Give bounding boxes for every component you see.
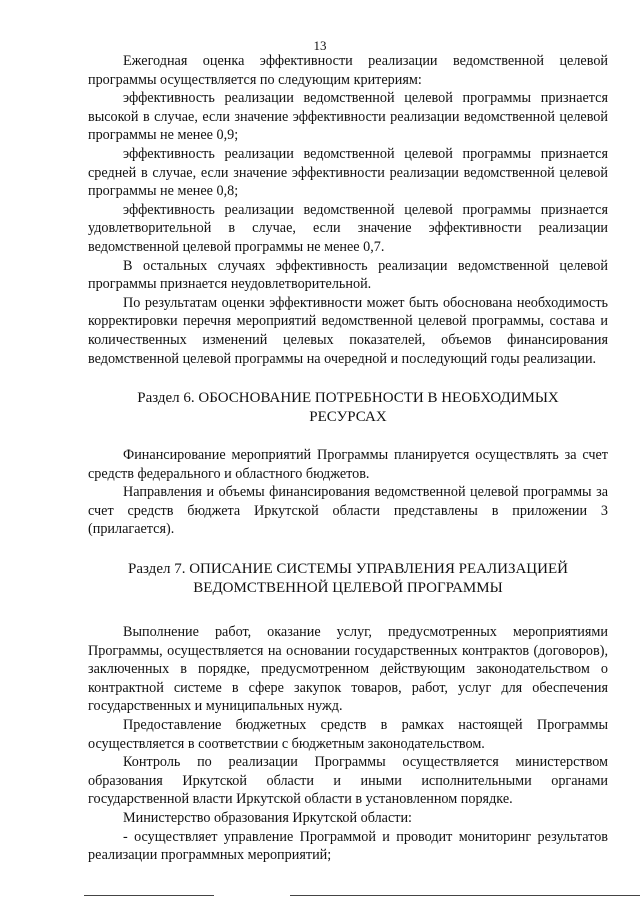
section-6-heading-line-2: РЕСУРСАХ: [309, 409, 387, 426]
section-7-heading-line-1: Раздел 7. ОПИСАНИЕ СИСТЕМЫ УПРАВЛЕНИЯ РЕАЛИЗАЦИЕЙ: [128, 561, 568, 578]
page-number: 13: [313, 38, 327, 53]
section-6-heading: [88, 389, 608, 427]
paragraph-criterion-medium: эффективность реализации ведомственной целевой программы признается средней в случае, если значение эффективности реализации ведомственной целевой программы не менее 0,8;: [88, 145, 608, 200]
paragraph-criterion-satisfactory: эффективность реализации ведомственной целевой программы признается удовлетворительной в случае, если значение эффективности реализации ведомственной целевой программы не менее 0,7.: [88, 201, 608, 255]
section-7-heading-line-2: ВЕДОМСТВЕННОЙ ЦЕЛЕВОЙ ПРОГРАММЫ: [193, 580, 503, 597]
paragraph-financing-directions: Направления и объемы финансирования ведомственной целевой программы за счет средств бюджета Иркутской области представлены в приложении 3 (прилагается).: [88, 484, 608, 538]
paragraph-control: Контроль по реализации Программы осуществляется министерством образования Иркутской области и иными исполнительными органами государственной власти Иркутской области в установленном порядке.: [88, 754, 608, 808]
paragraph-works-execution: Выполнение работ, оказание услуг, предусмотренных мероприятиями Программы, осуществляется на основании государственных контрактов (договоров), заключенных в порядке, предусмотренном действующим законодательством о контрактной системе в сфере закупок товаров, работ, услуг для обеспечения государственных и муниципальных нужд.: [88, 624, 608, 715]
paragraph-financing: Финансирование мероприятий Программы планируется осуществлять за счет средств федерального и областного бюджетов.: [88, 447, 608, 482]
scan-edge-line-right: [290, 895, 640, 896]
paragraph-criteria-intro: Ежегодная оценка эффективности реализации ведомственной целевой программы осуществляется по следующим критериям:: [88, 53, 608, 88]
scan-edge-line-left: [84, 895, 214, 896]
paragraph-unsatisfactory: В остальных случаях эффективность реализации ведомственной целевой программы признается неудовлетворительной.: [88, 257, 608, 293]
paragraph-budget-funds: Предоставление бюджетных средств в рамках настоящей Программы осуществляется в соответствии с бюджетным законодательством.: [88, 717, 608, 752]
section-7-heading: [88, 560, 608, 598]
document-body: [88, 52, 608, 865]
paragraph-adjustment: По результатам оценки эффективности может быть обоснована необходимость корректировки перечня мероприятий ведомственной целевой программы, состава и количественных изменений целевых показателей, объемов финансирования ведомственной целевой программы на очередной и последующий годы реализации.: [88, 294, 608, 367]
paragraph-ministry: Министерство образования Иркутской области:: [123, 810, 412, 826]
paragraph-criterion-high: эффективность реализации ведомственной целевой программы признается высокой в случае, если значение эффективности реализации ведомственной целевой программы не менее 0,9;: [88, 90, 608, 144]
section-6-heading-line-1: Раздел 6. ОБОСНОВАНИЕ ПОТРЕБНОСТИ В НЕОБХОДИМЫХ: [137, 390, 559, 407]
paragraph-ministry-duty: - осуществляет управление Программой и проводит мониторинг результатов реализации программных мероприятий;: [88, 828, 608, 864]
